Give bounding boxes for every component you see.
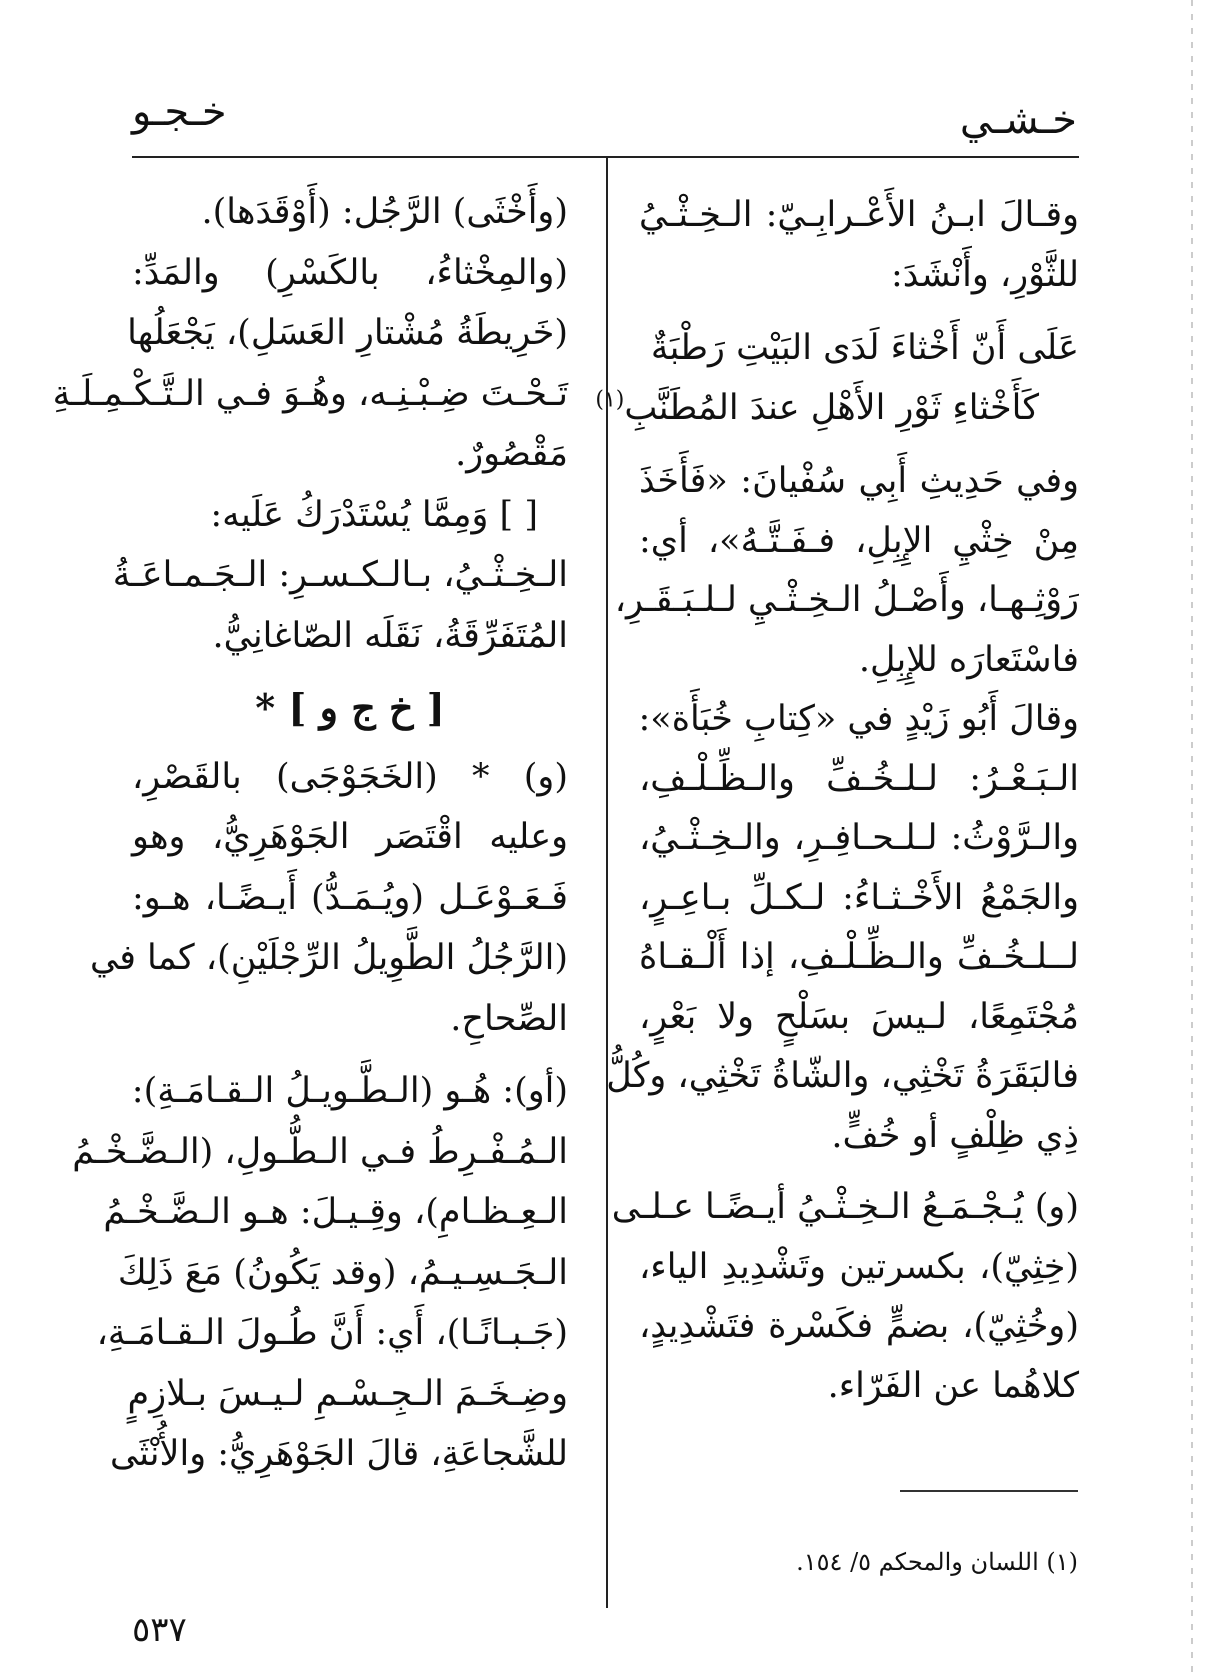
footnote-rule bbox=[900, 1490, 1078, 1492]
running-head-right: خـشـي bbox=[959, 97, 1077, 143]
text-line: الـعِـظـامِ)، وقِـيـلَ: هـو الـضَّـخْـمُ bbox=[103, 1192, 568, 1232]
text-line: والـرَّوْثُ: لـلـحـافِـرِ، والـخِـثْـيُ، bbox=[639, 818, 1079, 858]
text-line: كلاهُما عن الفَرّاء. bbox=[827, 1365, 1079, 1406]
footnote-marker: (١) bbox=[595, 386, 625, 412]
text-line: الـخِـثْـيُ، بـالـكـسـرِ: الـجَـمـاعَـةُ bbox=[112, 555, 568, 595]
text-line: (وأَخْثَى) الرَّجُل: (أَوْقَدَها). bbox=[201, 192, 568, 232]
text-line: فَـعَـوْعَـل (ويُـمَـدُّ) أَيـضًـا، هـو: bbox=[132, 877, 568, 918]
text-line: الـبَـعْـرُ: لـلـخُـفِّ والـظِّـلْـفِ، bbox=[639, 758, 1079, 799]
text-line: فاسْتَعارَه للإِبِلِ. bbox=[858, 639, 1079, 680]
text-line: لــلـخُـفِّ والـظِّـلْـفِ، إذا أَلْـقـاهُ bbox=[639, 937, 1079, 977]
text-line: ذِي ظِلْفٍ أو خُفٍّ. bbox=[831, 1115, 1079, 1156]
column-divider bbox=[606, 158, 608, 1608]
text-line: الصِّحاحِ. bbox=[450, 998, 568, 1039]
text-line: وضِـخَـمَ الـجِـسْـمِ لـيـسَ بـلازِمٍ bbox=[127, 1373, 568, 1414]
text-line: والجَمْعُ الأَخْـثـاءُ: لـكـلِّ بـاعِـرٍ، bbox=[639, 877, 1079, 918]
text-line: تَـحْـتَ ضِـبْـنِـه، وهُـوَ فـي الـتَّـكْـمِـلَـةِ bbox=[52, 373, 568, 414]
text-line: رَوْثِـهـا، وأَصْـلُ الـخِـثْـيِ لـلـبَـقَـرِ، bbox=[614, 580, 1079, 620]
text-line: وعليه اقْتَصَر الجَوْهَرِيُّ، وهو bbox=[132, 817, 568, 857]
text-line: الـمُـفْـرِطُ فـي الـطُّـولِ، (الـضَّـخْـمُ bbox=[72, 1131, 568, 1172]
running-head-left: خـجـو bbox=[132, 89, 227, 135]
text-line: الـجَـسِـيـمُ، (وقد يَكُونُ) مَعَ ذَلِكَ bbox=[117, 1252, 568, 1293]
scan-edge bbox=[1191, 0, 1193, 1679]
text-line: (خِثِيّ)، بكسرتين وتَشْدِيدِ الياء، bbox=[639, 1246, 1079, 1287]
text-line: للثَّوْرِ، وأَنْشَدَ: bbox=[891, 254, 1079, 295]
text-line: (جَـبـانًـا)، أَي: أَنَّ طُـولَ الـقـامَـةِ، bbox=[96, 1313, 568, 1353]
verse-line bbox=[595, 379, 1079, 439]
text-line: مِنْ خِثْيِ الإِبِلِ، فـفَـتَّـهُ»، أي: bbox=[639, 520, 1079, 561]
text-line: مَقْصُورٌ. bbox=[455, 434, 568, 474]
right-column bbox=[595, 186, 1079, 1416]
text-line: (وخُثِيّ)، بضمٍّ فكَسْرة فتَشْدِيدٍ، bbox=[639, 1306, 1079, 1346]
text-line: المُتَفَرِّقَةُ، نَقَلَه الصّاغانِيُّ. bbox=[212, 615, 568, 656]
page-number: ٥٣٧ bbox=[132, 1610, 187, 1650]
text-line: (والمِخْثاءُ، بالكَسْرِ) والمَدِّ: bbox=[132, 252, 568, 293]
text-line: (الرَّجُلُ الطَّوِيلُ الرِّجْلَيْنِ)، كما في bbox=[90, 938, 568, 978]
left-column bbox=[52, 182, 568, 1485]
text-line: وفي حَدِيثِ أَبِي سُفْيانَ: «فَأَخَذَ bbox=[639, 461, 1079, 501]
entry-heading: [ خ ج و ] * bbox=[255, 685, 445, 730]
text-line: (أو): هُـو (الـطَّـويـلُ الـقـامَـةِ): bbox=[131, 1071, 568, 1111]
verse-line: عَلَى أَنّ أَخْثاءَ لَدَى البَيْتِ رَطْبَةٌ bbox=[650, 328, 1079, 368]
text-line: (و) * (الخَجَوْجَى) بالقَصْرِ، bbox=[132, 756, 568, 797]
text-line: (خَرِيطَةُ مُشْتارِ العَسَلِ)، يَجْعَلُها bbox=[127, 313, 568, 353]
text-line: فالبَقَرَةُ تَخْثِي، والشّاةُ تَخْثِي، وكُلُّ bbox=[606, 1056, 1079, 1096]
text-line: [ ] وَمِمَّا يُسْتَدْرَكُ عَلَيه: bbox=[210, 494, 538, 535]
text-line: وقالَ أَبُو زَيْدٍ في «كِتابِ خُبَأَة»: bbox=[638, 699, 1079, 739]
text-line: مُجْتَمِعًا، لـيسَ بسَلْحٍ ولا بَعْرٍ، bbox=[639, 996, 1079, 1037]
verse-text: كَأَخْثاءِ ثَوْرِ الأَهْلِ عندَ المُطَنَّبِ bbox=[624, 387, 1039, 428]
footnote: (١) اللسان والمحكم ٥/ ١٥٤. bbox=[796, 1548, 1078, 1576]
text-line: (و) يُـجْـمَـعُ الـخِـثْـيُ أيـضًـا عـلـى bbox=[611, 1187, 1079, 1227]
text-line: للشَّجاعَةِ، قالَ الجَوْهَرِيُّ: والأُنْثَى bbox=[110, 1434, 568, 1474]
text-line: وقـالَ ابـنُ الأَعْـرابِـيّ: الـخِـثْـيُ bbox=[639, 195, 1079, 235]
